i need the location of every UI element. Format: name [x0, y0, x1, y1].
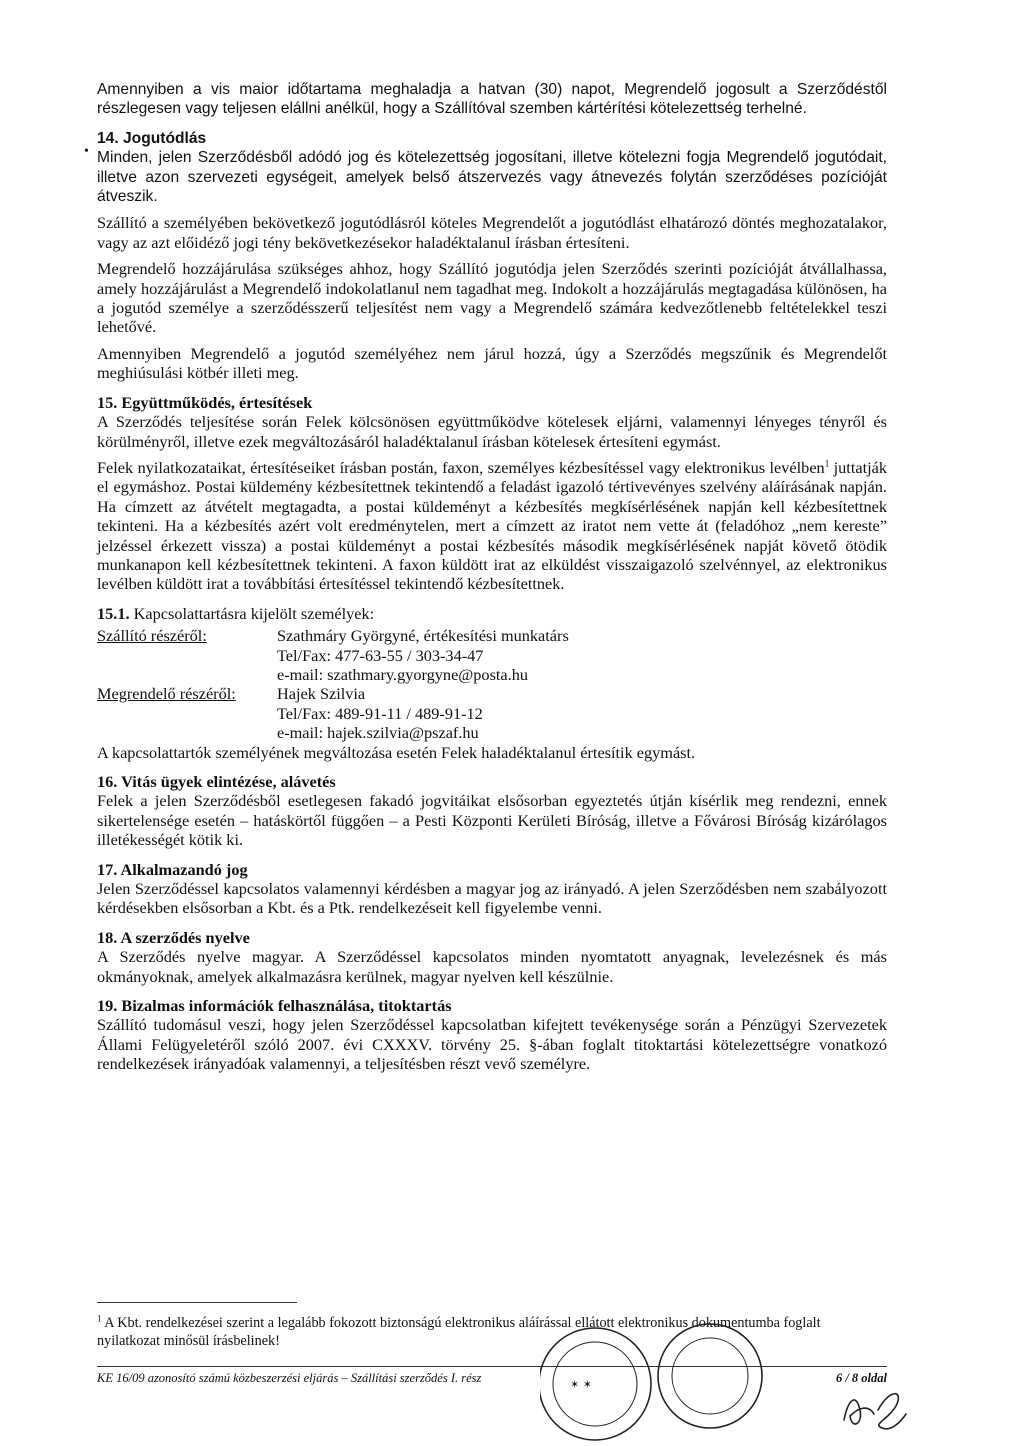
paragraph: Amennyiben Megrendelő a jogutód személyéhez nem járul hozzá, úgy a Szerződés megszűnik és Megrendelőt meghiúsulási kötbér illeti meg.: [97, 343, 887, 383]
section-heading: 15. Együttműködés, értesítések: [97, 392, 313, 412]
section-15: [97, 393, 887, 594]
stamp-seal-left: [540, 1328, 651, 1440]
section-18: [97, 928, 887, 986]
paragraph-text: Felek nyilatkozataikat, értesítéseiket írásban postán, faxon, személyes kézbesítéssel vagy elektronikus levélben: [97, 457, 825, 477]
section-heading: 16. Vitás ügyek elintézése, alávetés: [97, 772, 336, 791]
footnote-divider: [97, 1302, 297, 1303]
intro-paragraph: Amennyiben a vis maior időtartama meghaladja a hatvan (30) napot, Megrendelő jogosult a Szerződéstől részlegesen vagy teljesen elállni anélkül, hogy a Szállítóval szemben kártérítési kötelezettség terhelné.: [97, 81, 887, 118]
document-body: [97, 80, 887, 1074]
section-heading: 14. Jogutódlás: [97, 129, 207, 147]
official-stamps: [540, 1318, 800, 1444]
svg-text:✶ ✶: ✶ ✶: [570, 1378, 592, 1391]
contact-line: e-mail: szathmary.gyorgyne@posta.hu: [277, 664, 529, 684]
supplier-label: Szállító részéről:: [97, 626, 207, 646]
paragraph: A kapcsolattartók személyének megváltozása esetén Felek haladéktalanul értesítik egymást.: [97, 742, 696, 762]
section-14: [97, 129, 887, 383]
paragraph: Szállító tudomásul veszi, hogy jelen Szerződéssel kapcsolatban kifejtett tevékenysége során a Pénzügyi Szervezetek Állami Felügyeletéről szóló 2007. évi CXXXV. törvény 25. §-ában foglalt titoktartási kötelezettségre vonatkozó rendelkezések irányadóak valamennyi, a teljesítésben részt vevő személyre.: [97, 1015, 887, 1074]
handwritten-signature: [838, 1380, 910, 1436]
paragraph: A Szerződés teljesítése során Felek kölcsönösen együttműködve kötelesek eljárni, valamennyi lényeges tényről és körülményről, illetve ezek megváltozásáról haladéktalanul írásban kötelesek értesíteni egymást.: [97, 412, 887, 451]
footnote-marker: 1: [97, 1313, 102, 1324]
section-heading: [97, 604, 887, 623]
paragraph: Szállító a személyében bekövetkező jogutódlásról köteles Megrendelőt a jogutódlást elhatározó döntés meghozatalakor, vagy az azt előidéző jogi tény bekövetkezésekor haladéktalanul írásban értesíteni.: [97, 213, 887, 252]
footnote-text: A Kbt. rendelkezései szerint a legalább fokozott biztonságú elektronikus aláírással ellátott elektronikus dokumentumba foglalt nyilatkozat minősül írásbelinek!: [97, 1315, 821, 1349]
paragraph: Minden, jelen Szerződésből adódó jog és kötelezettség jogosítani, illetve kötelezni fogja Megrendelő jogutódait, illetve azon szervezeti egységeit, amelyek belső átszervezés vagy átnevezés folytán szerződéses pozícióját átveszik.: [97, 149, 887, 206]
paragraph: A Szerződés nyelve magyar. A Szerződéssel kapcsolatos minden nyomtatott anyagnak, levelezésnek és más okmányoknak, amelyek alkalmazásra kerülnek, magyar nyelven kell készülnie.: [97, 947, 887, 986]
contact-line: Tel/Fax: 477-63-55 / 303-34-47: [277, 645, 484, 665]
section-heading: 18. A szerződés nyelve: [97, 927, 250, 947]
paragraph: Felek a jelen Szerződésből esetlegesen fakadó jogvitáikat elsősorban egyeztetés útján kísérlik meg rendezni, ennek sikertelensége esetén – hatáskörtől függően – a Pesti Központi Kerületi Bíróság, illetve a Fővárosi Bíróság kizárólagos illetékességét kötik ki.: [97, 791, 887, 850]
paragraph: Megrendelő hozzájárulása szükséges ahhoz, hogy Szállító jogutódja jelen Szerződés szerinti pozícióját átvállalhassa, amely hozzájárulást a Megrendelő indokolatlanul nem tagadhat meg. Indokolt a hozzájárulás megtagadása különösen, ha a jogutód személye a szerződésszerű teljesítést nem vagy a Megrendelő számára kedvezőtlenebb feltételekkel teszi lehetővé.: [97, 259, 887, 337]
section-number: 15.1.: [97, 603, 130, 623]
contact-line: Hajek Szilvia: [277, 684, 366, 704]
client-contact: [277, 684, 887, 742]
supplier-contact: [277, 626, 887, 684]
section-17: [97, 860, 887, 918]
section-19: [97, 996, 887, 1074]
section-16: [97, 772, 887, 850]
bullet-mark: •: [84, 144, 89, 159]
paragraph: Jelen Szerződéssel kapcsolatos valamennyi kérdésben a magyar jog az irányadó. A jelen Szerződésben nem szabályozott kérdésekben elsősorban a Kbt. és a Ptk. rendelkezéseit kell figyelembe venni.: [97, 879, 887, 918]
section-heading: 19. Bizalmas információk felhasználása, titoktartás: [97, 996, 452, 1016]
section-heading: 17. Alkalmazandó jog: [97, 859, 248, 879]
contact-line: Tel/Fax: 489-91-11 / 489-91-12: [277, 703, 483, 723]
client-label: Megrendelő részéről:: [97, 684, 236, 704]
contact-line: e-mail: hajek.szilvia@pszaf.hu: [277, 723, 479, 743]
paragraph: [97, 458, 887, 594]
section-15-1: [97, 604, 887, 762]
paragraph-text: juttatják el egymáshoz. Postai küldemény kézbesítettnek tekintendő a feladást igazoló tértivevényes szelvény aláírásának napján. Ha címzett az átvételt megtagadta, a postai küldeményt a kézbesítés megkísérlésének napján kell kézbesítettnek tekinteni. Ha a kézbesítés azért volt eredménytelen, mert a címzett az iratot nem vette át (feladóhoz „nem kereste” jelzéssel érkezett vissza) a postai küldeményt a postai kézbesítés második megkísérlésének napját követő ötödik munkanapon kell kézbesítettnek tekinteni. A faxon küldött irat az elküldést visszaigazoló szelvénnyel, az elektronikus levélben küldött irat a továbbítási értesítéssel tekintendő kézbesítettnek.: [97, 457, 887, 594]
footer-reference: KE 16/09 azonosító számú közbeszerzési eljárás – Szállítási szerződés I. rész: [97, 1371, 482, 1385]
footnote-ref: 1: [824, 458, 830, 469]
section-title: Kapcsolattartásra kijelölt személyek:: [129, 603, 375, 623]
stamp-seal-right: [658, 1324, 762, 1428]
page-number: 6 / 8 oldal: [835, 1371, 887, 1385]
contact-grid: [97, 626, 887, 742]
contact-line: Szathmáry Györgyné, értékesítési munkatárs: [277, 626, 569, 646]
